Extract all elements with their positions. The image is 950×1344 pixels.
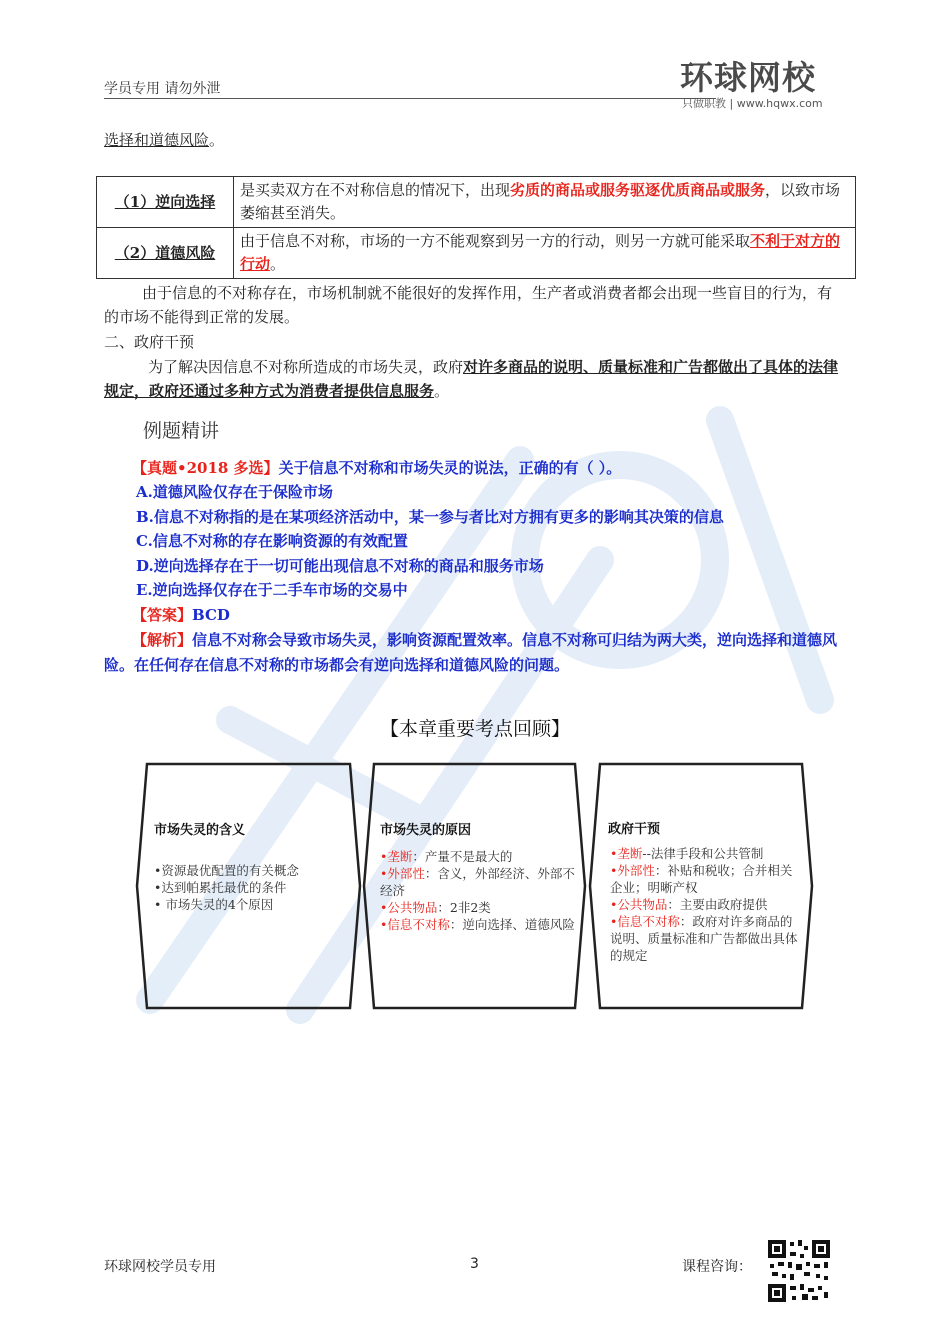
box1-list: [154, 862, 344, 913]
list-item: •资源最优配置的有关概念: [154, 863, 299, 878]
example-section-title: 例题精讲: [143, 420, 220, 442]
list-item: •信息不对称：逆向选择、道德风险: [380, 917, 575, 932]
footer-consult-label: 课程咨询：: [682, 1259, 752, 1275]
box3-title: 政府干预: [608, 822, 661, 837]
page-number: 3: [470, 1256, 479, 1272]
paragraph-government: 为了解决因信息不对称所造成的市场失灵，政府对许多商品的说明、质量标准和广告都做出了具体的法律规定，政府还通过多种方式为消费者提供信息服务。: [104, 358, 839, 400]
list-item: •垄断--法律手段和公共管制: [610, 846, 764, 861]
list-item: •公共物品：2非2类: [380, 900, 491, 915]
term-moral-hazard: （2）道德风险: [97, 228, 234, 279]
list-item: •信息不对称：政府对许多商品的说明、质量标准和广告都做出具体的规定: [610, 914, 798, 963]
answer-line: 【答案】BCD: [132, 606, 230, 624]
option-a: A.道德风险仅存在于保险市场: [136, 483, 333, 501]
definition-adverse-selection: 是买卖双方在不对称信息的情况下，出现劣质的商品或服务驱逐优质商品或服务，以致市场萎缩甚至消失。: [234, 177, 856, 228]
option-c: C.信息不对称的存在影响资源的有效配置: [136, 532, 408, 550]
option-d: D.逆向选择存在于一切可能出现信息不对称的商品和服务市场: [136, 557, 544, 575]
header-notice: 学员专用 请勿外泄: [104, 81, 221, 97]
footer-left: 环球网校学员专用: [104, 1259, 216, 1275]
box1-title: 市场失灵的含义: [154, 823, 246, 838]
brand-logo: 环球网校: [680, 58, 816, 97]
question-tag: 【真题•2018 多选】: [132, 459, 279, 477]
section-heading-government: 二、政府干预: [104, 333, 195, 351]
review-title: 【本章重要考点回顾】: [379, 718, 570, 740]
list-item: • 市场失灵的4个原因: [154, 897, 274, 912]
analysis-paragraph: 【解析】信息不对称会导致市场失灵，影响资源配置效率。信息不对称可归结为两大类，逆向选择和道德风险。在任何存在信息不对称的市场都会有逆向选择和道德风险的问题。: [104, 631, 838, 674]
list-item: •达到帕累托最优的条件: [154, 880, 287, 895]
question-stem: 【真题•2018 多选】关于信息不对称和市场失灵的说法，正确的有（ ）。: [132, 459, 622, 477]
box2-title: 市场失灵的原因: [380, 823, 472, 838]
list-item: •垄断：产量不是最大的: [380, 849, 513, 864]
brand-tagline: 只做职教 | www.hqwx.com: [682, 97, 823, 110]
intro-tail: 。: [209, 131, 225, 149]
list-item: •公共物品：主要由政府提供: [610, 897, 768, 912]
option-b: B.信息不对称指的是在某项经济活动中，某一参与者比对方拥有更多的影响其决策的信息: [136, 508, 724, 526]
option-e: E.逆向选择仅存在于二手车市场的交易中: [136, 581, 408, 599]
paragraph-info-asymmetry: 由于信息的不对称存在，市场机制就不能很好的发挥作用，生产者或消费者都会出现一些盲目的行为，有的市场不能得到正常的发展。: [104, 284, 833, 326]
box3-list: [610, 845, 804, 964]
list-item: •外部性：补贴和税收；合并相关企业；明晰产权: [610, 863, 793, 895]
list-item: •外部性：含义，外部经济、外部不经济: [380, 866, 575, 898]
box2-list: [380, 848, 576, 933]
intro-underlined: 选择和道德风险: [104, 131, 210, 149]
qr-code-icon[interactable]: [766, 1238, 832, 1304]
term-adverse-selection: （1）逆向选择: [97, 177, 234, 228]
definition-moral-hazard: 由于信息不对称，市场的一方不能观察到另一方的行动，则另一方就可能采取不利于对方的行动。: [234, 228, 856, 279]
